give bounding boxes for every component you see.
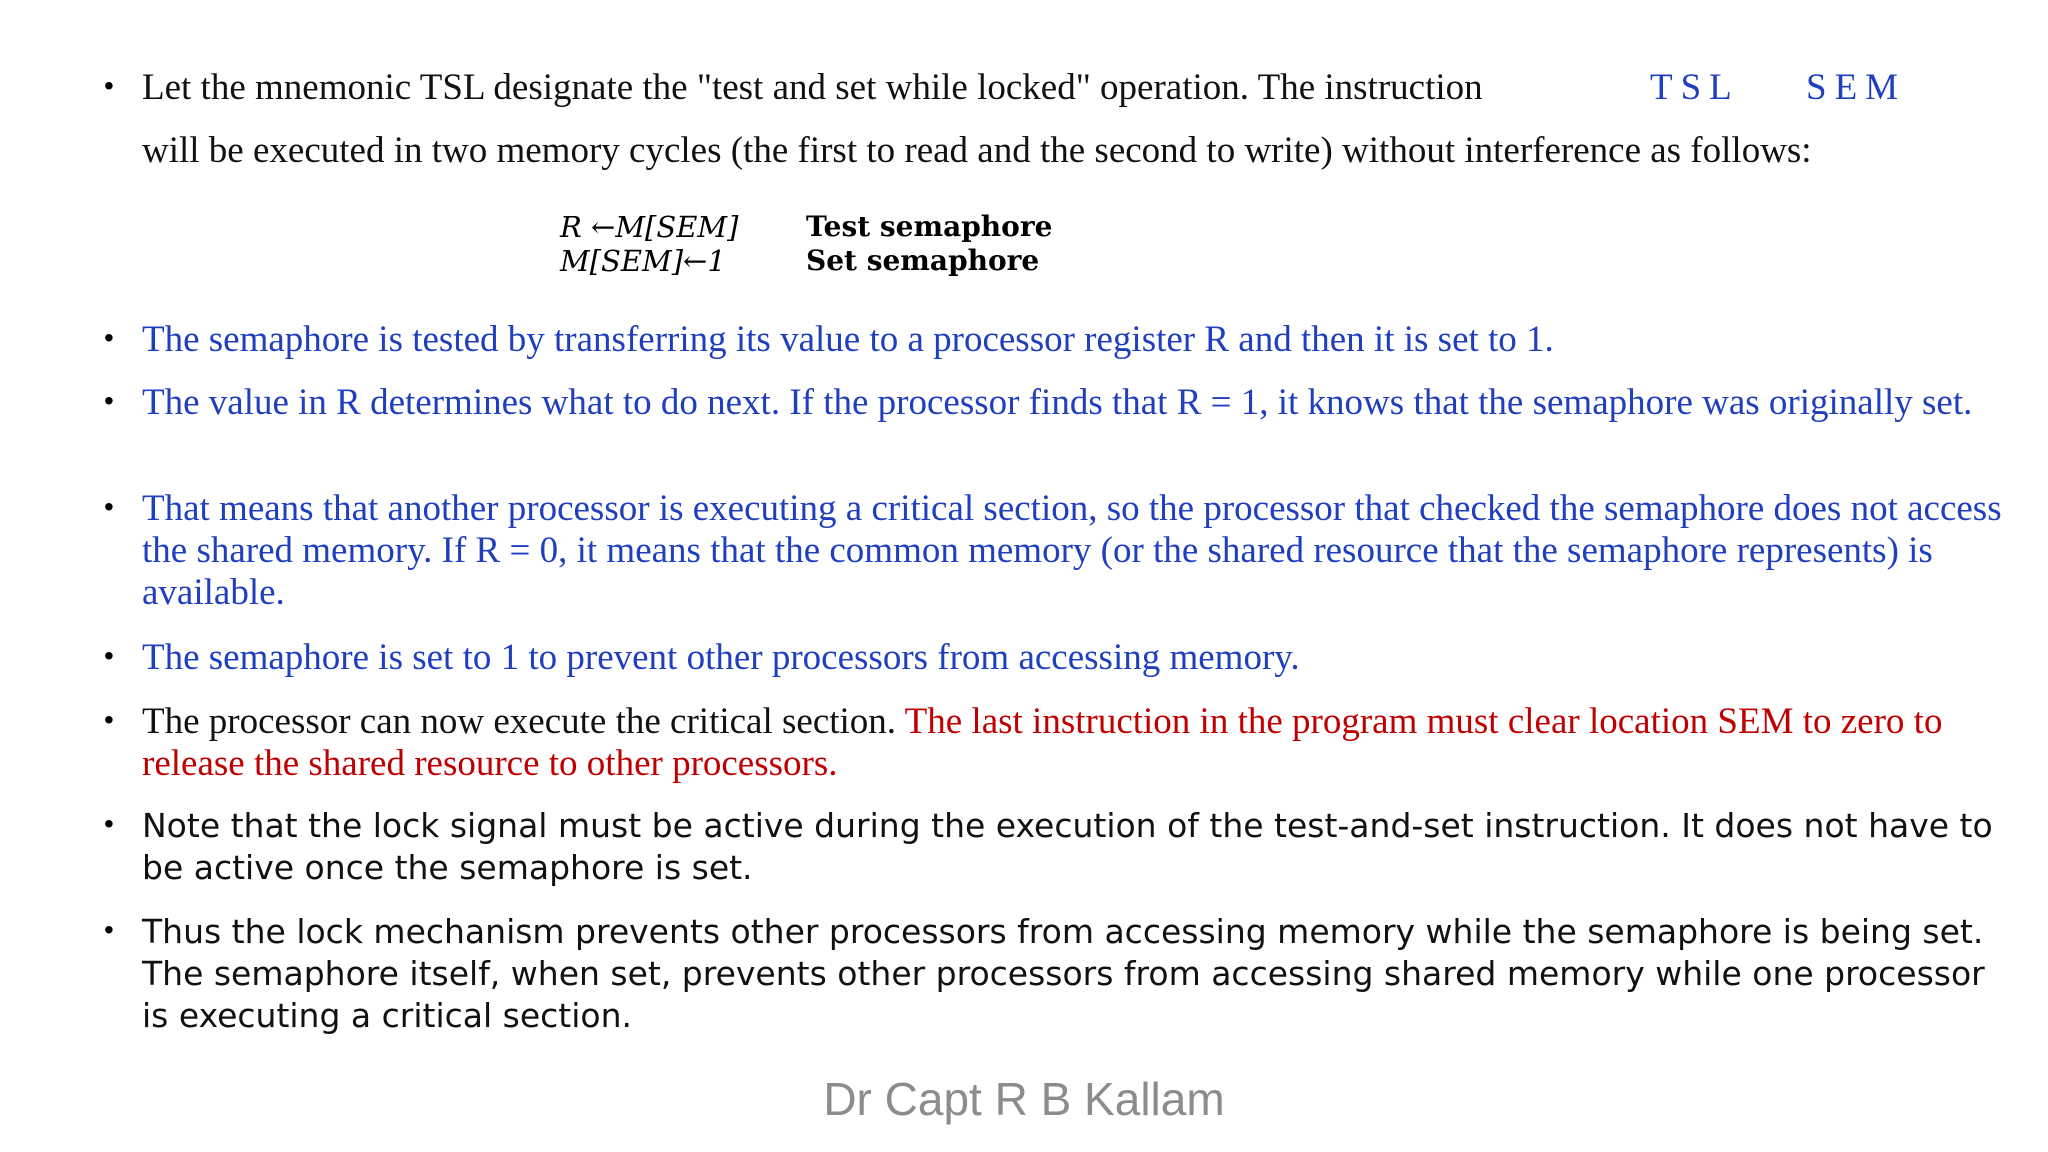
bullet-6-text-black: The processor can now execute the critical section. [142, 701, 905, 742]
bullet-marker: • [104, 914, 114, 945]
operation-table [560, 210, 1052, 278]
bullet-2-text: The semaphore is tested by transferring its value to a processor register R and then it is set to 1. [142, 319, 1554, 360]
bullet-marker: • [104, 808, 114, 839]
operation-desc: Test semaphore [806, 210, 1053, 243]
bullet-marker: • [104, 491, 114, 522]
bullet-3-text: The value in R determines what to do next. If the processor finds that R = 1, it knows that the semaphore was originally set. [142, 382, 1973, 423]
bullet-marker: • [104, 322, 114, 353]
bullet-5-text: The semaphore is set to 1 to prevent other processors from accessing memory. [142, 637, 1300, 678]
bullet-marker: • [104, 640, 114, 671]
operation-desc: Set semaphore [806, 244, 1040, 277]
bullet-6-text [142, 701, 2008, 785]
operation-expr: M[SEM]←1 [560, 244, 726, 278]
footer-author: Dr Capt R B Kallam [823, 1073, 1225, 1125]
bullet-marker: • [104, 704, 114, 735]
operation-expr: R ←M[SEM] [560, 210, 739, 244]
bullet-8-text: Thus the lock mechanism prevents other processors from accessing memory while the semaphore is being set. The semaphore itself, when set, prevents other processors from accessing shared memory while one processor is executing a critical section. [142, 912, 1985, 1035]
bullet-1-text: Let the mnemonic TSL designate the "test and set while locked" operation. The instruction [142, 67, 1483, 108]
bullet-marker: • [104, 385, 114, 416]
bullet-1-line-2: will be executed in two memory cycles (the first to read and the second to write) without interference as follows: [142, 130, 1812, 171]
operation-row [560, 210, 1052, 244]
bullet-4-text: That means that another processor is executing a critical section, so the processor that checked the semaphore does not access the shared memory. If R = 0, it means that the common memory (or the shared resource that the semaphore represents) is available. [142, 488, 2002, 613]
bullet-marker: • [104, 70, 114, 101]
mnemonic-arg: SEM [1806, 67, 1907, 108]
bullet-6-text-red: The last instruction in the program must clear location SEM to zero to release the shared resource to other processors. [142, 701, 1943, 784]
operation-row [560, 244, 1052, 278]
mnemonic-op: TSL [1650, 67, 1740, 108]
bullet-7-text: Note that the lock signal must be active during the execution of the test-and-set instruction. It does not have to be active once the semaphore is set. [142, 806, 1993, 887]
